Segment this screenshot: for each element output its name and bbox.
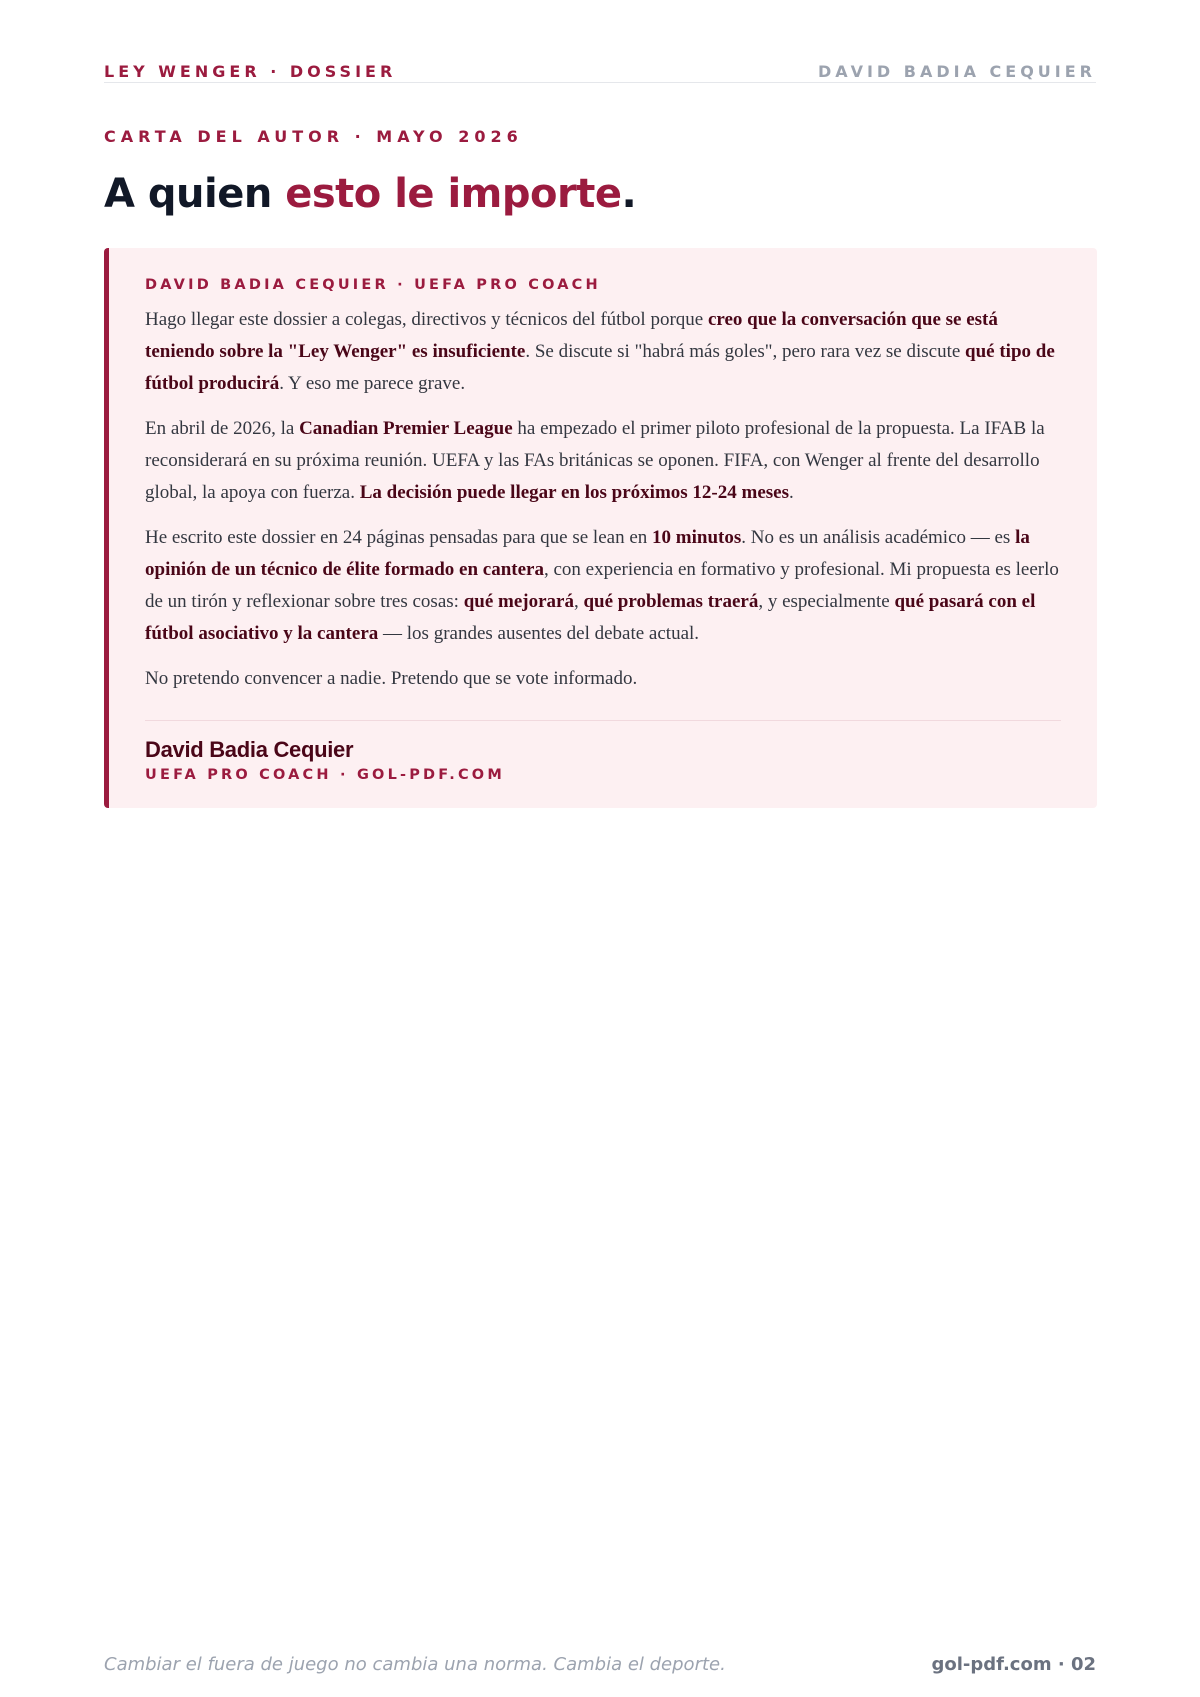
emphasis-text: creo que la conversación que se está teniendo sobre la "Ley Wenger" es insuficiente xyxy=(145,309,998,362)
paragraph-text: En abril de 2026, la xyxy=(145,418,300,439)
paragraph-text: , con experiencia en formativo y profesional. Mi propuesta es leerlo de un tirón y reflexionar sobre tres cosas: xyxy=(145,559,1059,612)
paragraph-text: No pretendo convencer a nadie. Pretendo que se vote informado. xyxy=(145,668,638,689)
emphasis-text: Canadian Premier League xyxy=(299,418,513,439)
paragraph-text: . Y eso me parece grave. xyxy=(279,373,466,394)
emphasis-text: qué problemas traerá xyxy=(583,591,759,612)
author-letter-card xyxy=(104,248,1097,808)
title-lead: A quien xyxy=(104,171,286,217)
signature-divider xyxy=(145,720,1061,721)
signature-role: UEFA PRO COACH · GOL-PDF.COM xyxy=(145,767,505,783)
paragraph-text: . Se discute si "habrá más goles", pero rara vez se discute xyxy=(525,341,966,362)
emphasis-text: qué tipo de fútbol producirá xyxy=(145,341,1055,394)
section-kicker: CARTA DEL AUTOR · MAYO 2026 xyxy=(104,127,523,146)
letter-paragraph xyxy=(145,663,1061,695)
page-footer xyxy=(104,1654,1096,1675)
title-end: . xyxy=(621,171,637,217)
page-title xyxy=(104,166,636,222)
letter-body xyxy=(145,304,1061,695)
header-author-label: DAVID BADIA CEQUIER xyxy=(818,62,1096,81)
emphasis-text: la opinión de un técnico de élite formado en cantera xyxy=(145,527,1030,580)
letter-eyebrow: DAVID BADIA CEQUIER · UEFA PRO COACH xyxy=(145,277,601,293)
letter-paragraph xyxy=(145,522,1061,650)
running-header xyxy=(104,62,1096,83)
header-left-label: LEY WENGER · DOSSIER xyxy=(104,62,397,81)
paragraph-text: — los grandes ausentes del debate actual. xyxy=(378,623,700,644)
paragraph-text: , y especialmente xyxy=(758,591,895,612)
emphasis-text: La decisión puede llegar en los próximos 12-24 meses xyxy=(359,482,789,503)
paragraph-text: , xyxy=(573,591,584,612)
paragraph-text: Hago llegar este dossier a colegas, directivos y técnicos del fútbol porque xyxy=(145,309,708,330)
title-accent: esto le importe xyxy=(285,171,622,217)
signature-name: David Badia Cequier xyxy=(145,737,354,762)
paragraph-text: . xyxy=(788,482,794,503)
paragraph-text: He escrito este dossier en 24 páginas pensadas para que se lean en xyxy=(145,527,653,548)
emphasis-text: qué pasará con el fútbol asociativo y la cantera xyxy=(145,591,1036,644)
emphasis-text: qué mejorará xyxy=(463,591,574,612)
paragraph-text: ha empezado el primer piloto profesional de la propuesta. La IFAB la reconsiderará en su próxima reunión. UEFA y las FAs británicas se oponen. FIFA, con Wenger al frente del desarrollo global, la apoya con fuerza. xyxy=(145,418,1045,503)
emphasis-text: 10 minutos xyxy=(652,527,742,548)
footer-page-number: gol-pdf.com · 02 xyxy=(931,1654,1096,1675)
letter-paragraph xyxy=(145,304,1061,400)
footer-quote: Cambiar el fuera de juego no cambia una norma. Cambia el deporte. xyxy=(104,1654,726,1675)
paragraph-text: . No es un análisis académico — es xyxy=(741,527,1016,548)
letter-paragraph xyxy=(145,413,1061,509)
